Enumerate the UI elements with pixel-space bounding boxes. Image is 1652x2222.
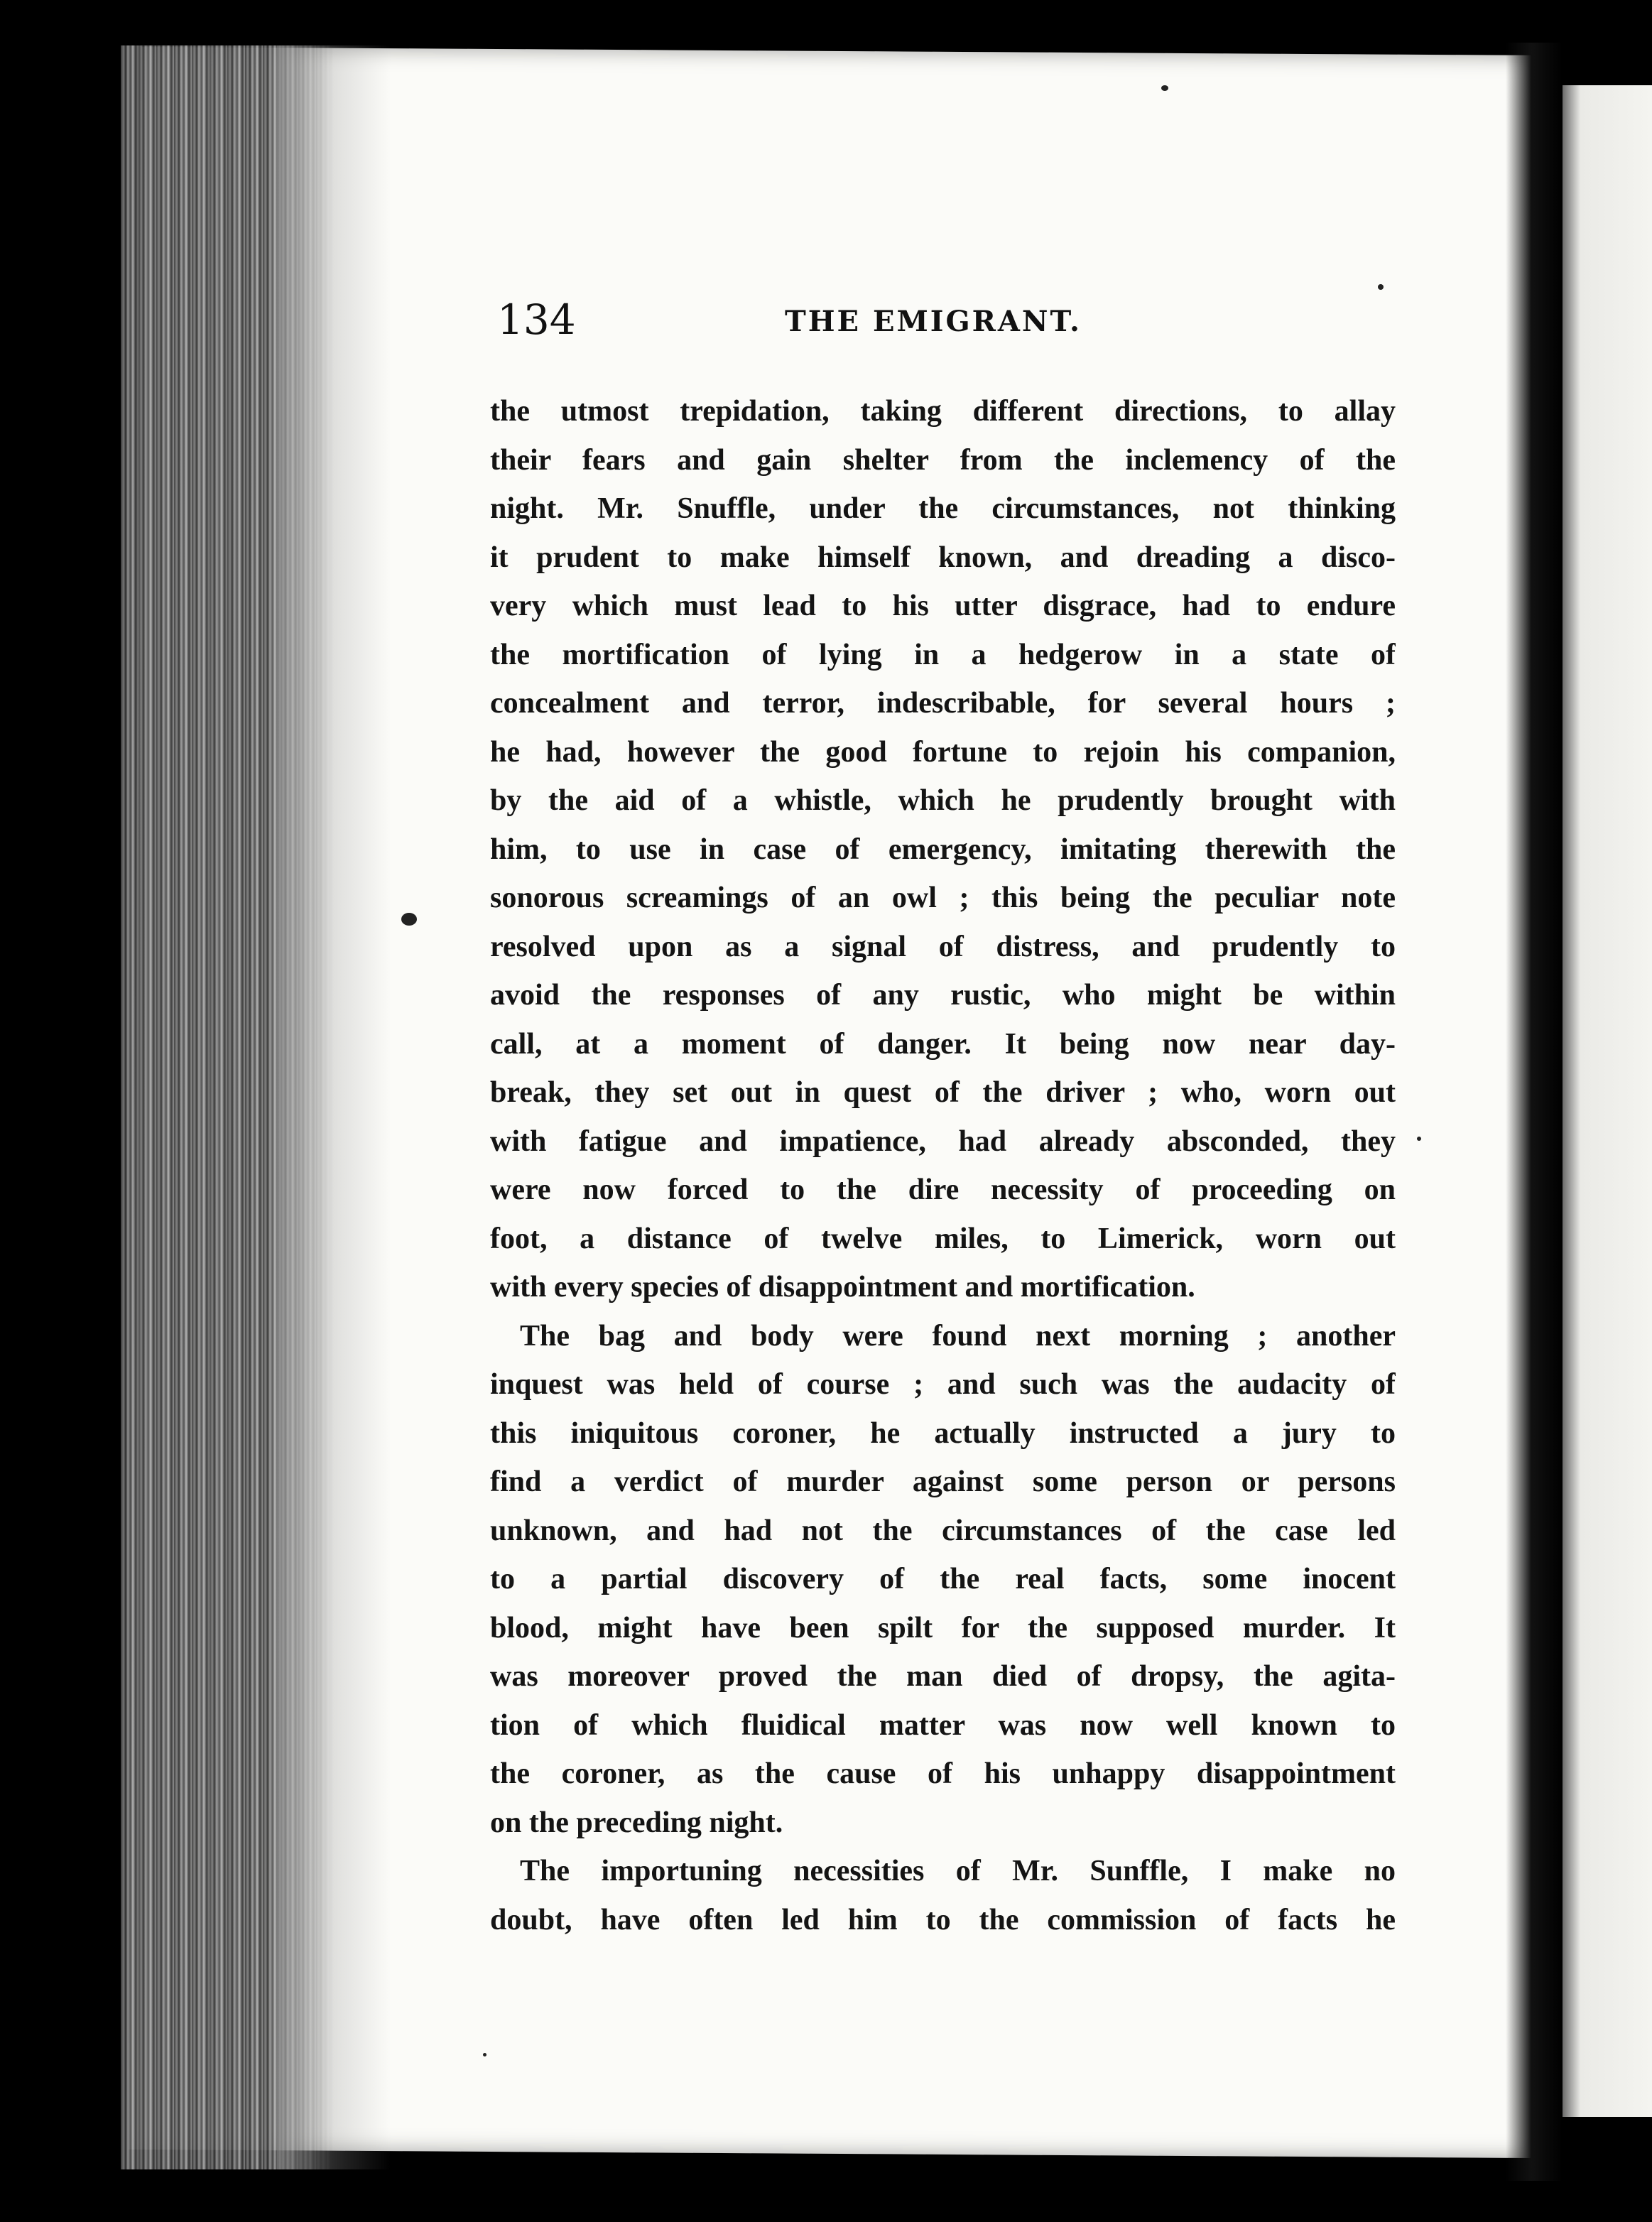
text-line: by the aid of a whistle, which he prudently brought with — [490, 784, 1396, 817]
running-head: THE EMIGRANT. — [785, 305, 1082, 338]
body-text — [490, 387, 1396, 1944]
text-line: night. Mr. Snuffle, under the circumstances, not thinking — [490, 492, 1396, 525]
page-edge-shadow — [277, 45, 391, 2169]
scan-speck — [401, 913, 417, 926]
facing-page-edge — [1563, 85, 1652, 2117]
text-line: it prudent to make himself known, and dreading a disco- — [490, 541, 1396, 574]
text-line: foot, a distance of twelve miles, to Limerick, worn out — [490, 1222, 1396, 1255]
text-line: concealment and terror, indescribable, for several hours ; — [490, 687, 1396, 720]
text-line: call, at a moment of danger. It being now near day- — [490, 1027, 1396, 1061]
text-line: blood, might have been spilt for the supposed murder. It — [490, 1611, 1396, 1644]
page-number: 134 — [497, 296, 576, 344]
text-line: him, to use in case of emergency, imitating therewith the — [490, 833, 1396, 866]
text-line: very which must lead to his utter disgrace, had to endure — [490, 590, 1396, 622]
text-line: the mortification of lying in a hedgerow in a state of — [490, 638, 1396, 671]
scan-speck — [1417, 1137, 1421, 1141]
text-line: their fears and gain shelter from the inclemency of the — [490, 443, 1396, 477]
text-line: was moreover proved the man died of dropsy, the agita- — [490, 1660, 1396, 1693]
text-line: resolved upon as a signal of distress, and prudently to — [490, 930, 1396, 963]
text-line: with every species of disappointment and mortification. — [490, 1271, 1195, 1304]
text-line: break, they set out in quest of the driver ; who, worn out — [490, 1076, 1396, 1109]
text-line: on the preceding night. — [490, 1806, 783, 1839]
text-line: doubt, have often led him to the commission of facts he — [490, 1903, 1396, 1936]
text-line: The bag and body were found next morning ; another — [520, 1319, 1396, 1353]
page-header — [497, 295, 1420, 359]
text-line: with fatigue and impatience, had already absconded, they — [490, 1124, 1396, 1158]
scan-speck — [483, 2053, 487, 2056]
text-line: find a verdict of murder against some person or persons — [490, 1465, 1396, 1498]
text-line: he had, however the good fortune to rejoin his companion, — [490, 735, 1396, 769]
text-line: unknown, and had not the circumstances of the case led — [490, 1514, 1396, 1547]
text-line: avoid the responses of any rustic, who might be within — [490, 979, 1396, 1012]
text-line: tion of which fluidical matter was now well known to — [490, 1708, 1396, 1742]
text-line: inquest was held of course ; and such was the audacity of — [490, 1368, 1396, 1401]
text-line: were now forced to the dire necessity of proceeding on — [490, 1174, 1396, 1206]
scan-speck — [1378, 284, 1384, 290]
scan-speck — [1161, 85, 1168, 91]
text-line: The importuning necessities of Mr. Sunffle, I make no — [520, 1855, 1396, 1887]
text-line: the coroner, as the cause of his unhappy disappointment — [490, 1757, 1396, 1790]
text-line: sonorous screamings of an owl ; this being the peculiar note — [490, 882, 1396, 914]
text-line: the utmost trepidation, taking different directions, to allay — [490, 395, 1396, 428]
text-line: to a partial discovery of the real facts, some inocent — [490, 1563, 1396, 1595]
binding-gutter — [1506, 43, 1563, 2181]
text-line: this iniquitous coroner, he actually instructed a jury to — [490, 1416, 1396, 1450]
